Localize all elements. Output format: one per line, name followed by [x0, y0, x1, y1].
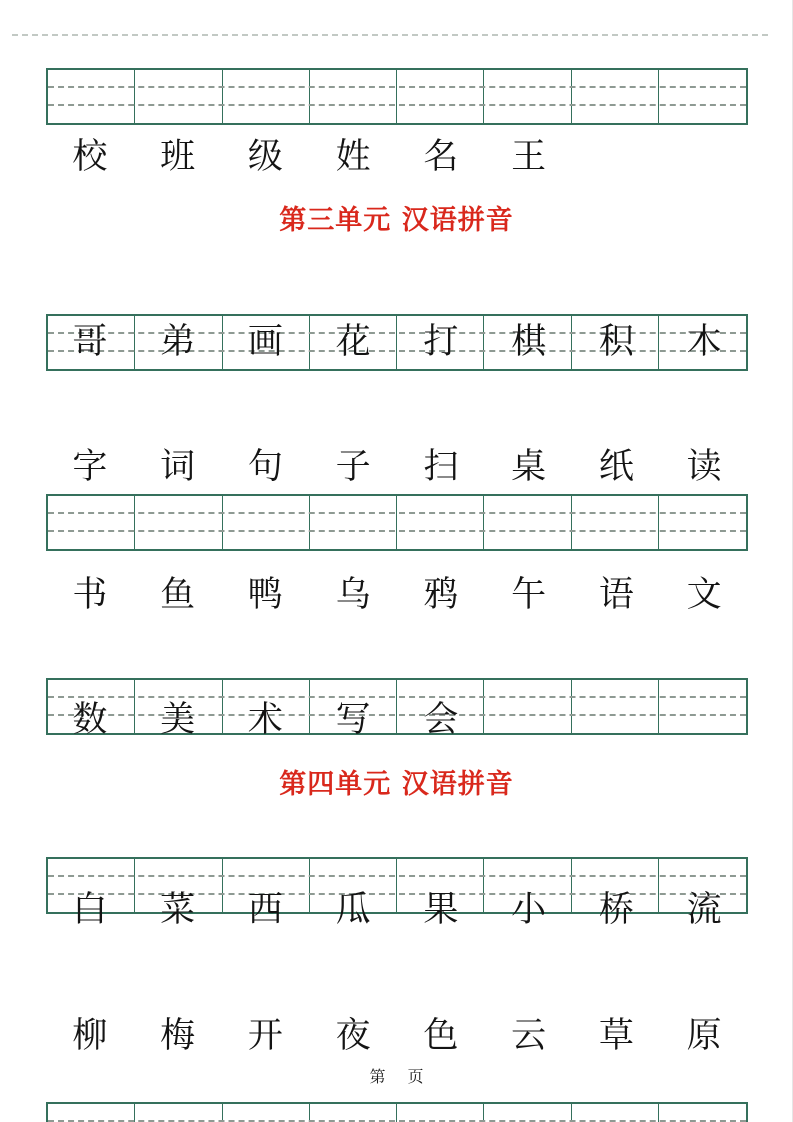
- character: 姓: [335, 137, 371, 177]
- character: 梅: [160, 1016, 196, 1056]
- pinyin-cell: [223, 1104, 310, 1122]
- previous-grid-remnant-line: [12, 34, 768, 36]
- footer-page-suffix: 页: [407, 1067, 424, 1086]
- character: 桌: [511, 447, 547, 487]
- character: 流: [686, 890, 722, 930]
- pinyin-cell: [659, 1104, 746, 1122]
- character: 积: [598, 322, 634, 362]
- pinyin-cell: [223, 70, 310, 123]
- character: 哥: [72, 322, 108, 362]
- pinyin-cell: [572, 1104, 659, 1122]
- character: 术: [247, 700, 283, 740]
- character: 鸭: [247, 575, 283, 615]
- pinyin-cell: [659, 496, 746, 549]
- character: 木: [686, 322, 722, 362]
- character-row: [46, 135, 748, 179]
- character: 会: [423, 700, 459, 740]
- character-empty-slot: [660, 698, 748, 742]
- character-row: [46, 698, 748, 742]
- pinyin-cell: [484, 1104, 571, 1122]
- character: 读: [686, 447, 722, 487]
- pinyin-cell: [397, 70, 484, 123]
- character-row: [46, 445, 748, 489]
- pinyin-cell: [135, 496, 222, 549]
- pinyin-cell: [397, 1104, 484, 1122]
- character-empty-slot: [573, 698, 661, 742]
- character: 画: [247, 322, 283, 362]
- pinyin-cell: [659, 70, 746, 123]
- pinyin-cell: [135, 1104, 222, 1122]
- character: 草: [598, 1016, 634, 1056]
- footer-page-prefix: 第: [369, 1067, 386, 1086]
- character: 数: [72, 700, 108, 740]
- pinyin-cell: [484, 496, 571, 549]
- character: 西: [247, 890, 283, 930]
- character: 桥: [598, 890, 634, 930]
- character: 语: [598, 575, 634, 615]
- character: 打: [423, 322, 459, 362]
- character: 花: [335, 322, 371, 362]
- character-row: [46, 573, 748, 617]
- character: 原: [686, 1016, 722, 1056]
- character: 名: [423, 137, 459, 177]
- character: 开: [247, 1016, 283, 1056]
- character: 云: [511, 1016, 547, 1056]
- pinyin-cell: [223, 496, 310, 549]
- pinyin-cell: [484, 70, 571, 123]
- character: 美: [160, 700, 196, 740]
- character: 果: [423, 890, 459, 930]
- character: 班: [160, 137, 196, 177]
- character-row: [46, 320, 748, 364]
- character: 小: [511, 890, 547, 930]
- character: 柳: [72, 1016, 108, 1056]
- character: 色: [423, 1016, 459, 1056]
- character: 级: [247, 137, 283, 177]
- character: 瓜: [335, 890, 371, 930]
- pinyin-cell: [310, 1104, 397, 1122]
- pinyin-cell: [48, 1104, 135, 1122]
- character: 菜: [160, 890, 196, 930]
- character: 午: [511, 575, 547, 615]
- character: 鱼: [160, 575, 196, 615]
- character-empty-slot: [485, 698, 573, 742]
- pinyin-cell: [48, 496, 135, 549]
- pinyin-cell: [572, 70, 659, 123]
- character: 写: [335, 700, 371, 740]
- character-empty-slot: [660, 135, 748, 179]
- character: 白: [72, 890, 108, 930]
- character: 乌: [335, 575, 371, 615]
- character: 子: [335, 447, 371, 487]
- pinyin-cell: [135, 70, 222, 123]
- pinyin-cell: [48, 70, 135, 123]
- character: 文: [686, 575, 722, 615]
- pinyin-cell: [397, 496, 484, 549]
- section-heading: 第四单元 汉语拼音: [279, 769, 514, 800]
- character: 书: [72, 575, 108, 615]
- character: 弟: [160, 322, 196, 362]
- character: 夜: [335, 1016, 371, 1056]
- pinyin-cell: [572, 496, 659, 549]
- character-empty-slot: [573, 135, 661, 179]
- character: 扫: [423, 447, 459, 487]
- character: 鸦: [423, 575, 459, 615]
- character-row: [46, 888, 748, 932]
- pinyin-four-line-grid: [46, 494, 748, 551]
- character-row: [46, 1014, 748, 1058]
- character: 校: [72, 137, 108, 177]
- character: 词: [160, 447, 196, 487]
- pinyin-cell: [310, 496, 397, 549]
- character: 句: [247, 447, 283, 487]
- page-footer: [0, 1065, 793, 1089]
- pinyin-cell: [310, 70, 397, 123]
- section-heading: 第三单元 汉语拼音: [279, 205, 514, 236]
- character: 纸: [598, 447, 634, 487]
- character: 棋: [511, 322, 547, 362]
- pinyin-four-line-grid: [46, 68, 748, 125]
- character: 王: [511, 137, 547, 177]
- character: 字: [72, 447, 108, 487]
- pinyin-four-line-grid: [46, 1102, 748, 1122]
